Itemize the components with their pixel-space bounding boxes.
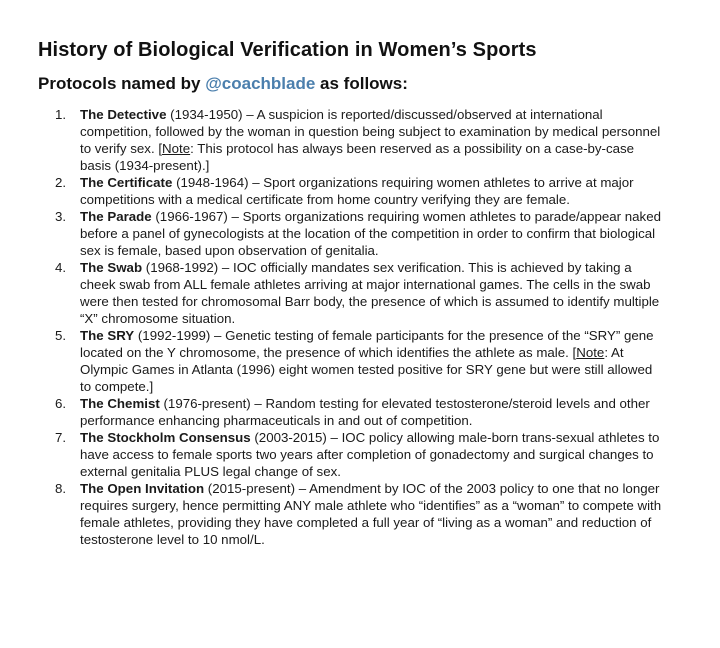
item-text — [80, 174, 665, 208]
mention-link[interactable]: @coachblade — [205, 74, 316, 93]
protocol-name: The Detective — [80, 107, 167, 122]
list-item-5 — [55, 327, 665, 395]
subtitle-suffix: as follows: — [315, 74, 408, 93]
protocol-name: The Stockholm Consensus — [80, 430, 251, 445]
note-label: Note — [162, 141, 191, 156]
list-item-4 — [55, 259, 665, 327]
item-body-text: (1934-1950) – A suspicion is reported/discussed/observed at international competition, followed by the woman in question being subject to examination by medical personnel to verify sex. [ — [80, 107, 661, 156]
note-label: Note — [576, 345, 605, 360]
item-body-text: (1976-present) – Random testing for elevated testosterone/steroid levels and other performance enhancing pharmaceuticals in and out of competition. — [80, 396, 650, 428]
item-number: 7. — [55, 430, 67, 445]
item-note-text: : This protocol has always been reserved as a possibility on a case-by-case basis (1934-present).] — [80, 141, 635, 173]
item-body-text: (2015-present) – Amendment by IOC of the 2003 policy to one that no longer requires surgery, hence permitting ANY male athlete who “identifies” as a “woman” to compete with female athletes, providing they have completed a full year of “living as a woman” and reduction of testosterone level to 10 nmol/L. — [80, 481, 662, 547]
subtitle-prefix: Protocols named by — [38, 74, 206, 93]
item-body-text: (1968-1992) – IOC officially mandates sex verification. This is achieved by taking a cheek swab from ALL female athletes arriving at major international games. The cells in the swab were then tested for chromosomal Barr body, the presence of which is assumed to identify multiple “X” chromosome situation. — [80, 260, 660, 326]
protocol-name: The Open Invitation — [80, 481, 205, 496]
item-number: 4. — [55, 260, 67, 275]
list-item-3 — [55, 208, 665, 259]
protocol-name: The Chemist — [80, 396, 160, 411]
item-text — [80, 480, 665, 548]
list-item-6 — [55, 395, 665, 429]
protocol-name: The SRY — [80, 328, 135, 343]
item-body-text: (1948-1964) – Sport organizations requiring women athletes to arrive at major competitions with a medical certificate from home country verifying they are female. — [80, 175, 634, 207]
item-text — [80, 429, 665, 480]
item-text — [80, 208, 665, 259]
list-item-2 — [55, 174, 665, 208]
item-text — [80, 259, 665, 327]
list-item-1 — [55, 106, 665, 174]
subtitle — [38, 73, 690, 94]
item-body-text: (1992-1999) – Genetic testing of female participants for the presence of the “SRY” gene located on the Y chromosome, the presence of which identifies the athlete as male. [ — [80, 328, 654, 360]
protocol-name: The Swab — [80, 260, 143, 275]
item-number: 2. — [55, 175, 67, 190]
item-number: 6. — [55, 396, 67, 411]
item-note-text: : At Olympic Games in Atlanta (1996) eight women tested positive for SRY gene but were still allowed to compete.] — [80, 345, 653, 394]
protocol-name: The Certificate — [80, 175, 173, 190]
item-text — [80, 327, 665, 395]
item-text — [80, 395, 665, 429]
item-text — [80, 106, 665, 174]
page-title: History of Biological Verification in Women’s Sports — [38, 39, 537, 61]
protocol-name: The Parade — [80, 209, 152, 224]
item-body-text: (2003-2015) – IOC policy allowing male-born trans-sexual athletes to have access to female sports two years after completion of gonadectomy and surgical changes to external genitalia PLUS legal change of sex. — [80, 430, 660, 479]
protocol-list — [55, 106, 665, 548]
item-number: 3. — [55, 209, 67, 224]
item-body-text: (1966-1967) – Sports organizations requiring women athletes to parade/appear naked before a panel of gynecologists at the location of the competition in order to confirm that biological sex is female, based upon observation of genitalia. — [80, 209, 661, 258]
item-number: 8. — [55, 481, 67, 496]
list-item-7 — [55, 429, 665, 480]
item-number: 5. — [55, 328, 67, 343]
list-item-8 — [55, 480, 665, 548]
item-number: 1. — [55, 107, 67, 122]
